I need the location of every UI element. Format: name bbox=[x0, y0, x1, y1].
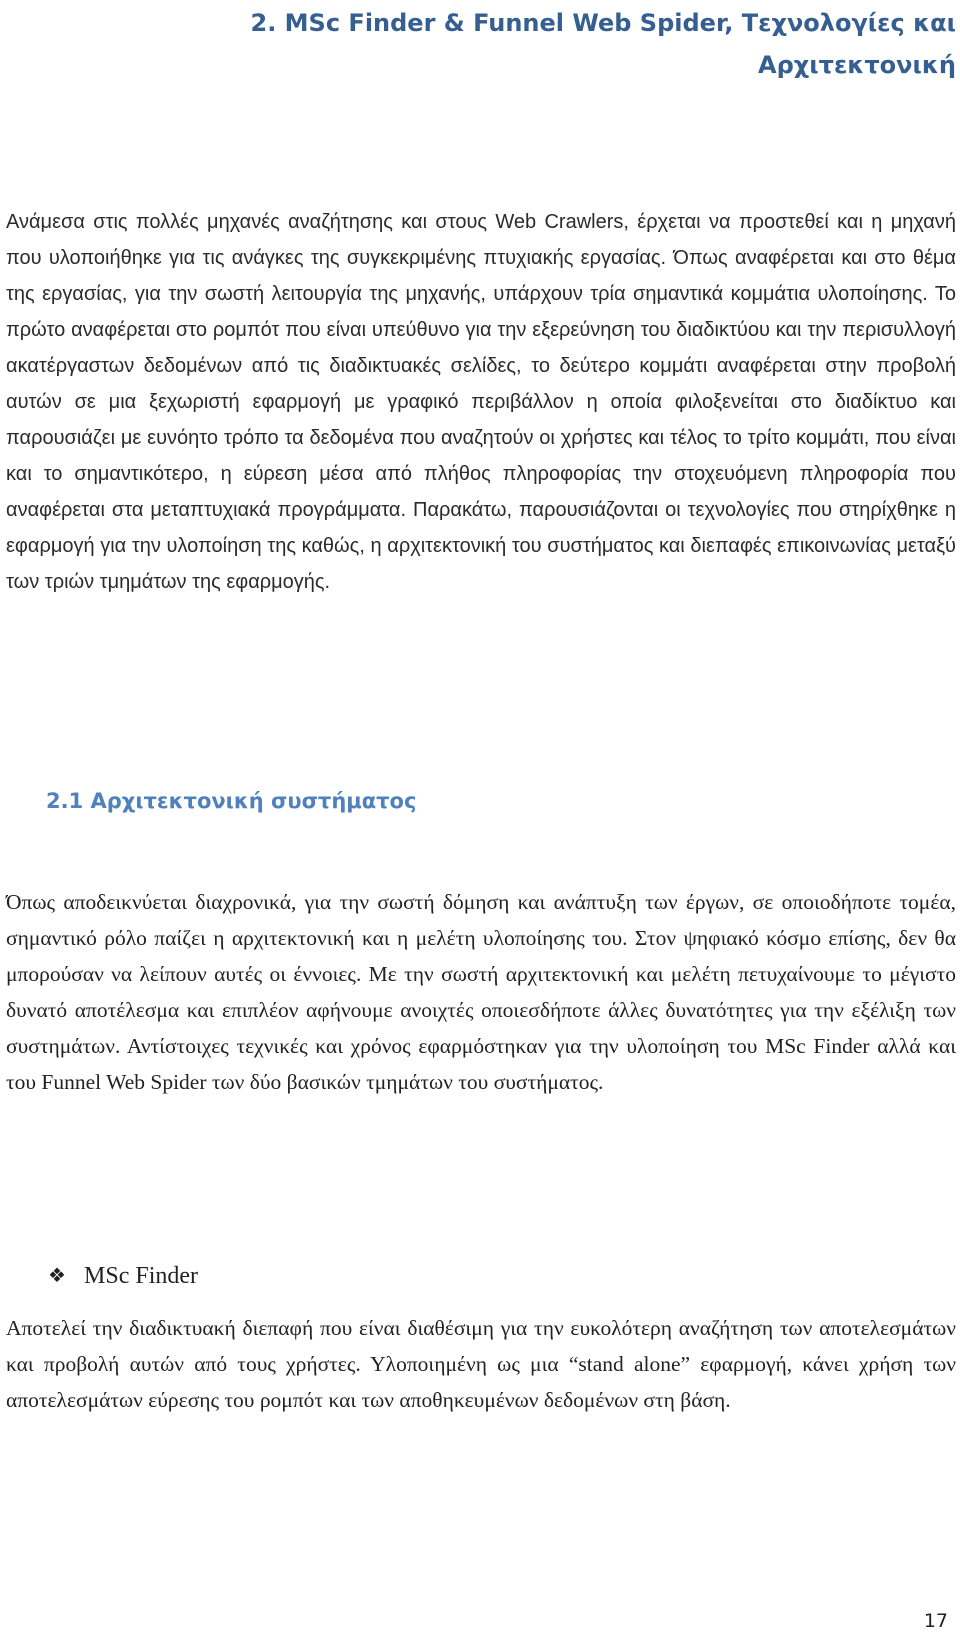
chapter-title: 2. MSc Finder & Funnel Web Spider, Τεχνολογίες και Αρχιτεκτονική bbox=[250, 9, 956, 79]
intro-paragraph: Ανάμεσα στις πολλές μηχανές αναζήτησης και στους Web Crawlers, έρχεται να προστεθεί και η μηχανή που υλοποιήθηκε για τις ανάγκες της συγκεκριμένης πτυχιακής εργασίας. Όπως αναφέρεται και στο θέμα της εργασίας, για την σωστή λειτουργία της μηχανής, υπάρχουν τρία σημαντικά κομμάτια υλοποίησης. Το πρώτο αναφέρεται στο ρομπότ που είναι υπεύθυνο για την εξερεύνηση του διαδικτύου και την περισυλλογή ακατέργαστων δεδομένων από τις διαδικτυακές σελίδες, το δεύτερο κομμάτι αναφέρεται στην προβολή αυτών σε μια ξεχωριστή εφαρμογή με γραφικό περιβάλλον η οποία φιλοξενείται στο διαδίκτυο και παρουσιάζει με ευνόητο τρόπο τα δεδομένα που αναζητούν οι χρήστες και τέλος το τρίτο κομμάτι, που είναι και το σημαντικότερο, η εύρεση μέσα από πλήθος πληροφορίας την στοχευόμενη πληροφορία που αναφέρεται στα μεταπτυχιακά προγράμματα. Παρακάτω, παρουσιάζονται οι τεχνολογίες που στηρίχθηκε η εφαρμογή για την υλοποίηση της καθώς, η αρχιτεκτονική του συστήματος και διεπαφές επικοινωνίας μεταξύ των τριών τμημάτων της εφαρμογής. bbox=[6, 211, 956, 593]
section-heading: 2.1 Αρχιτεκτονική συστήματος bbox=[46, 789, 417, 813]
page-number: 17 bbox=[923, 1610, 948, 1632]
bullet-paragraph: Αποτελεί την διαδικτυακή διεπαφή που είναι διαθέσιμη για την ευκολότερη αναζήτηση των αποτελεσμάτων και προβολή αυτών από τους χρήστες. Υλοποιημένη ως μια “stand alone” εφαρμογή, κάνει χρήση των αποτελεσμάτων εύρεσης του ρομπότ και των αποθηκευμένων δεδομένων στη βάση. bbox=[6, 1316, 956, 1412]
bullet-heading bbox=[48, 1259, 198, 1293]
section-paragraph: Όπως αποδεικνύεται διαχρονικά, για την σωστή δόμηση και ανάπτυξη των έργων, σε οποιοδήποτε τομέα, σημαντικό ρόλο παίζει η αρχιτεκτονική και η μελέτη υλοποίησης του. Στον ψηφιακό κόσμο επίσης, δεν θα μπορούσαν να λείπουν αυτές οι έννοιες. Με την σωστή αρχιτεκτονική και μελέτη πετυχαίνουμε το μέγιστο δυνατό αποτέλεσμα και επιπλέον αφήνουμε ανοιχτές οποιεσδήποτε άλλες δυνατότητες για την εξέλιξη των συστημάτων. Αντίστοιχες τεχνικές και χρόνος εφαρμόστηκαν για την υλοποίηση του MSc Finder αλλά και του Funnel Web Spider των δύο βασικών τμημάτων του συστήματος. bbox=[6, 890, 956, 1094]
bullet-label: MSc Finder bbox=[84, 1263, 198, 1289]
diamond-bullet-icon: ❖ bbox=[48, 1265, 66, 1287]
